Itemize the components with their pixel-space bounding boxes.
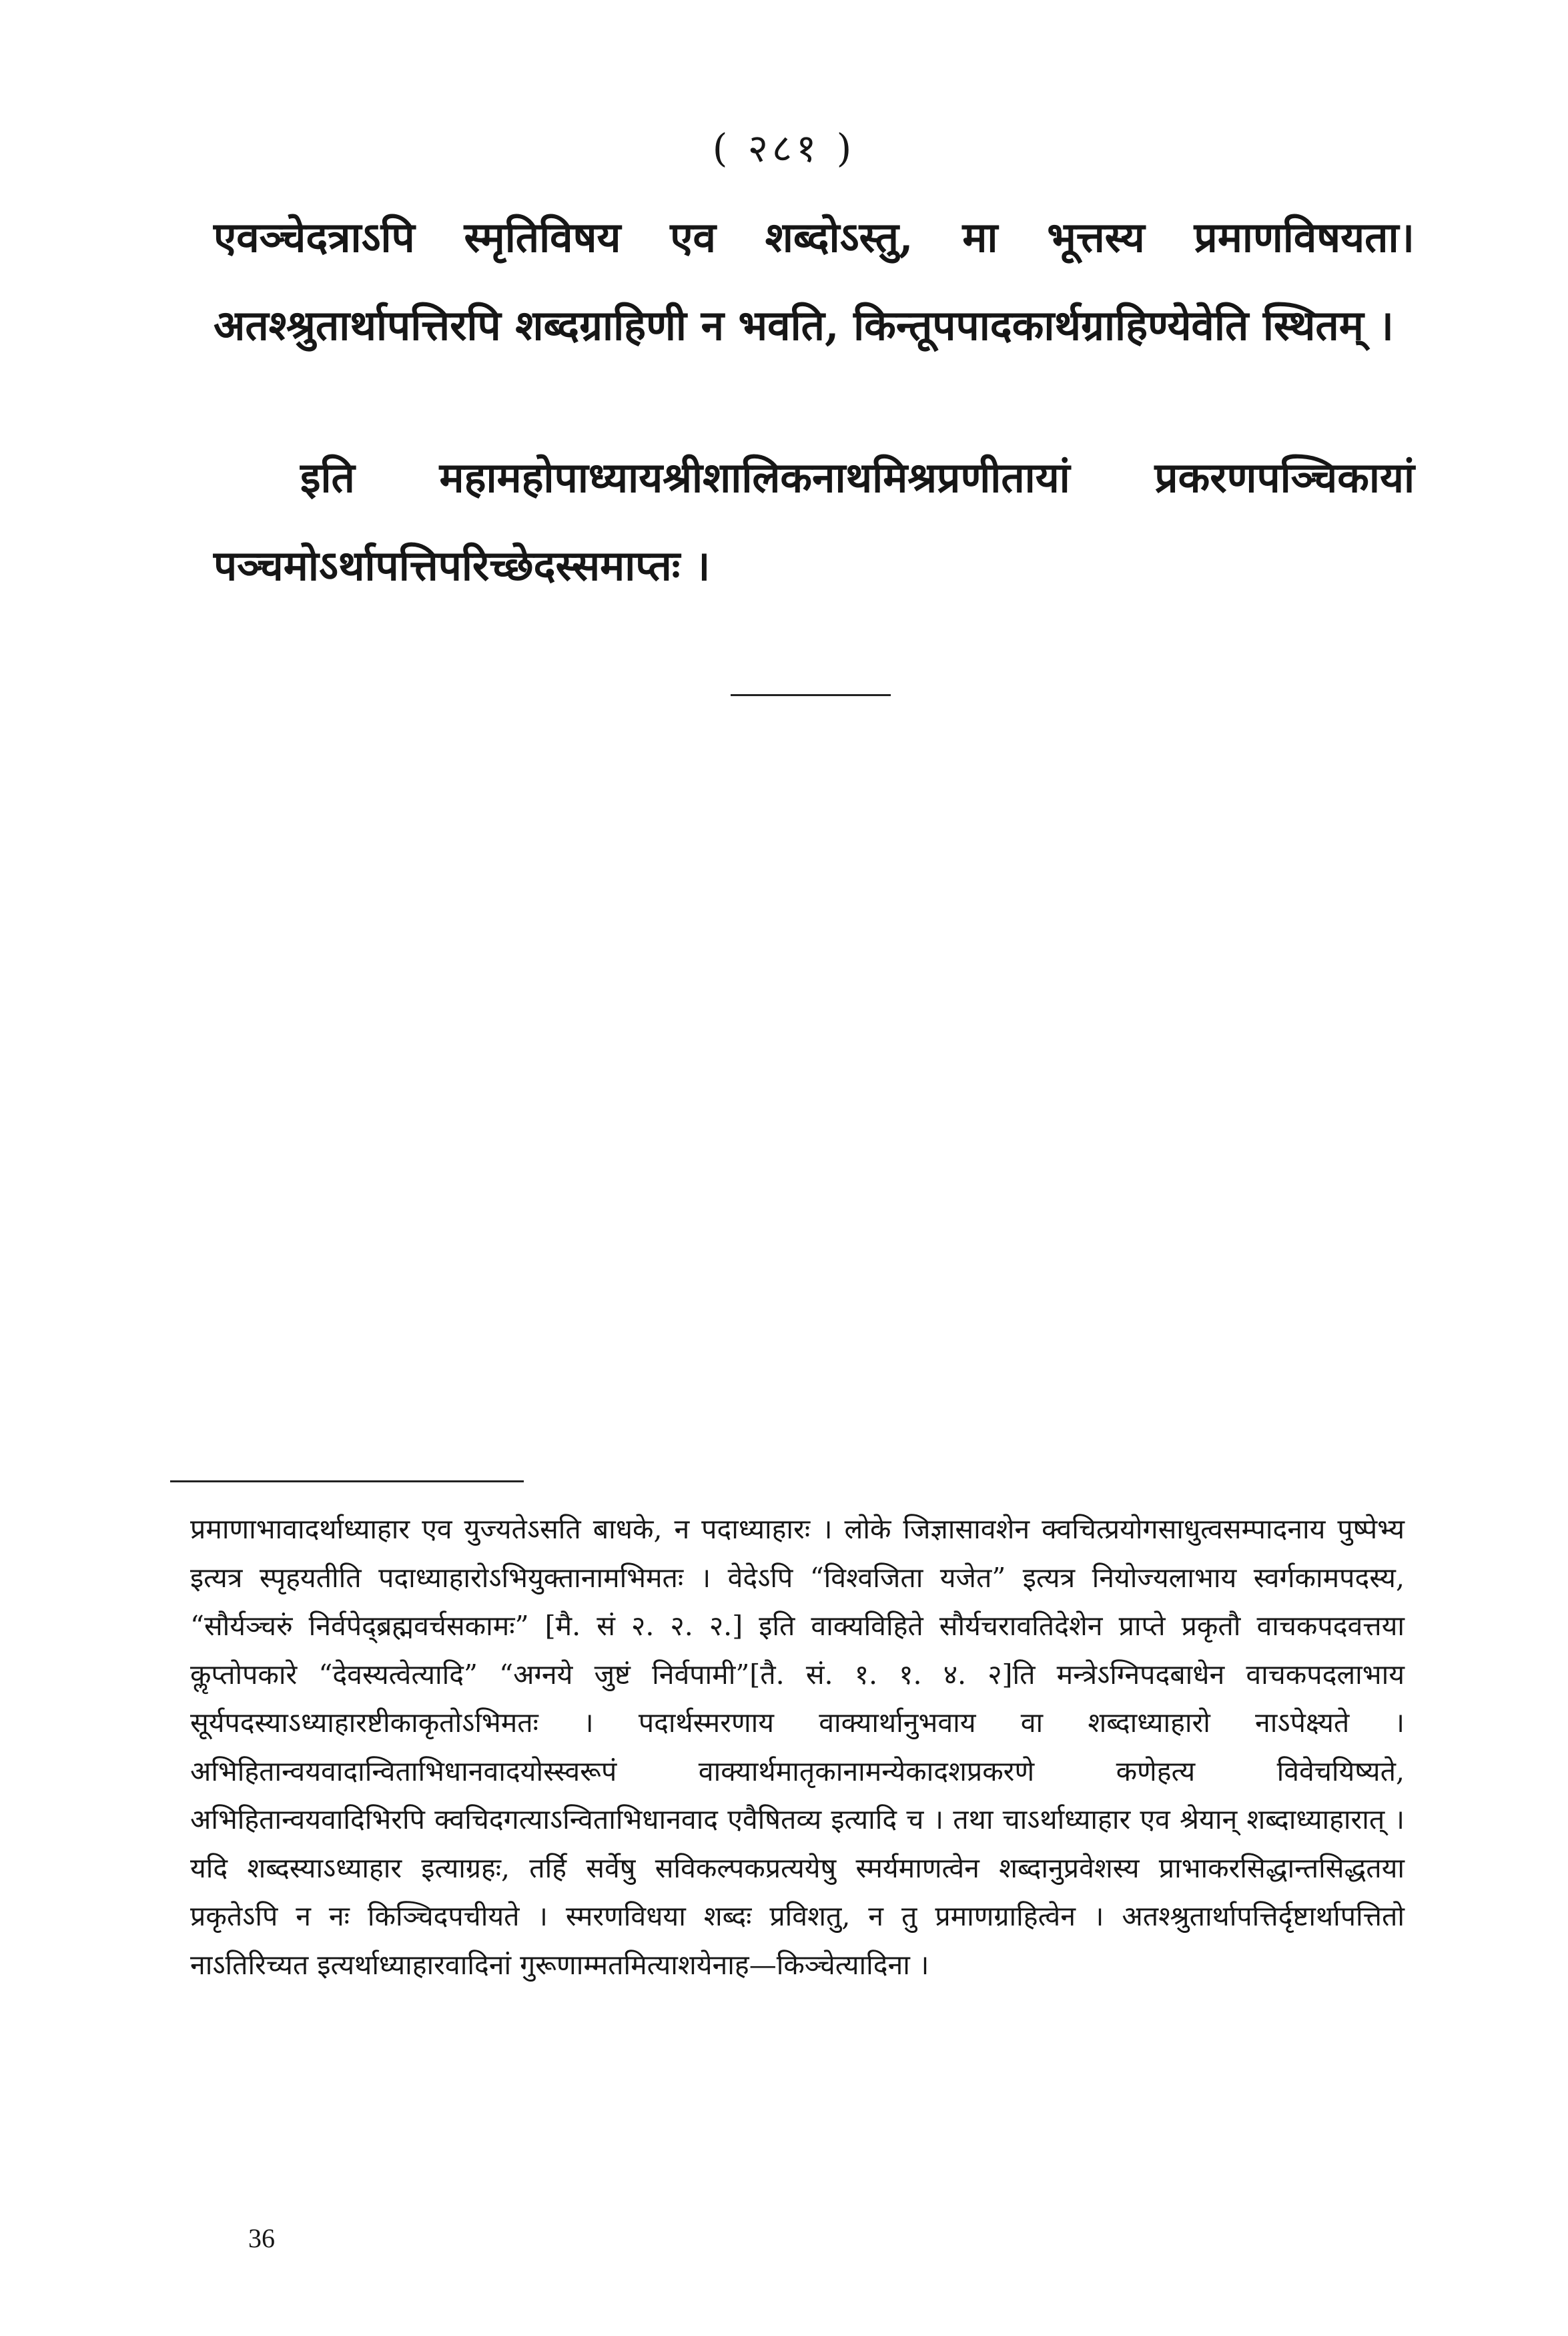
main-paragraph-conclusion: एवञ्चेदत्राऽपि स्मृतिविषय एव शब्दोऽस्तु, मा भूत्तस्य प्रमाणविषयता। अतश्श्रुतार्थापत्तिरपि शब्दग्राहिणी न भवति, किन्तूपपादकार्थग्राहिण्येवेति स्थितम् । bbox=[214, 213, 1415, 350]
page-number: ( २८१ ) bbox=[712, 125, 856, 171]
footnote-text: प्रमाणाभावादर्थाध्याहार एव युज्यतेऽसति बाधके, न पदाध्याहारः । लोके जिज्ञासावशेन क्वचित्प्रयोगसाधुत्वसम्पादनाय पुष्पेभ्य इत्यत्र स्पृहयतीति पदाध्याहारोऽभियुक्तानामभिमतः । वेदेऽपि “विश्वजिता यजेत” इत्यत्र नियोज्यलाभाय स्वर्गकामपदस्य, “सौर्यञ्चरुं निर्वपेद्ब्रह्मवर्चसकामः” [मै. सं २. २. २.] इति वाक्यविहिते सौर्यचरावतिदेशेन प्राप्ते प्रकृतौ वाचकपदवत्तया कॢप्तोपकारे “देवस्यत्वेत्यादि” “अग्नये जुष्टं निर्वपामी”[तै. सं. १. १. ४. २]ति मन्त्रेऽग्निपदबाधेन वाचकपदलाभाय सूर्यपदस्याऽध्याहारष्टीकाकृतोऽभिमतः । पदार्थस्मरणाय वाक्यार्थानुभवाय वा शब्दाध्याहारो नाऽपेक्ष्यते । अभिहितान्वयवादान्विताभिधानवादयोस्स्वरूपं वाक्यार्थमातृकानामन्येकादशप्रकरणे कणेहत्य विवेचयिष्यते, अभिहितान्वयवादिभिरपि क्वचिदगत्याऽन्विताभिधानवाद एवैषितव्य इत्यादि च । तथा चाऽर्थाध्याहार एव श्रेयान् शब्दाध्याहारात् । यदि शब्दस्याऽध्याहार इत्याग्रहः, तर्हि सर्वेषु सविकल्पकप्रत्ययेषु स्मर्यमाणत्वेन शब्दानुप्रवेशस्य प्राभाकरसिद्धान्तसिद्धतया प्रकृतेऽपि न नः किञ्चिदपचीयते । स्मरणविधया शब्दः प्रविशतु, न तु प्रमाणग्राहित्वेन । अतश्श्रुतार्थापत्तिर्दृष्टार्थापत्तितो नाऽतिरिच्यत इत्यर्थाध्याहारवादिनां गुरूणाम्मतमित्याशयेनाह—किञ्चेत्यादिना । bbox=[190, 1513, 1405, 1981]
main-paragraph-colophon: इति महामहोपाध्यायश्रीशालिकनाथमिश्रप्रणीतायां प्रकरणपञ्चिकायां पञ्चमोऽर्थापत्तिपरिच्छेदस्समाप्तः । bbox=[214, 453, 1415, 590]
section-separator bbox=[731, 694, 891, 696]
signature-mark: 36 bbox=[248, 2223, 275, 2253]
footnote-rule bbox=[170, 1480, 524, 1482]
